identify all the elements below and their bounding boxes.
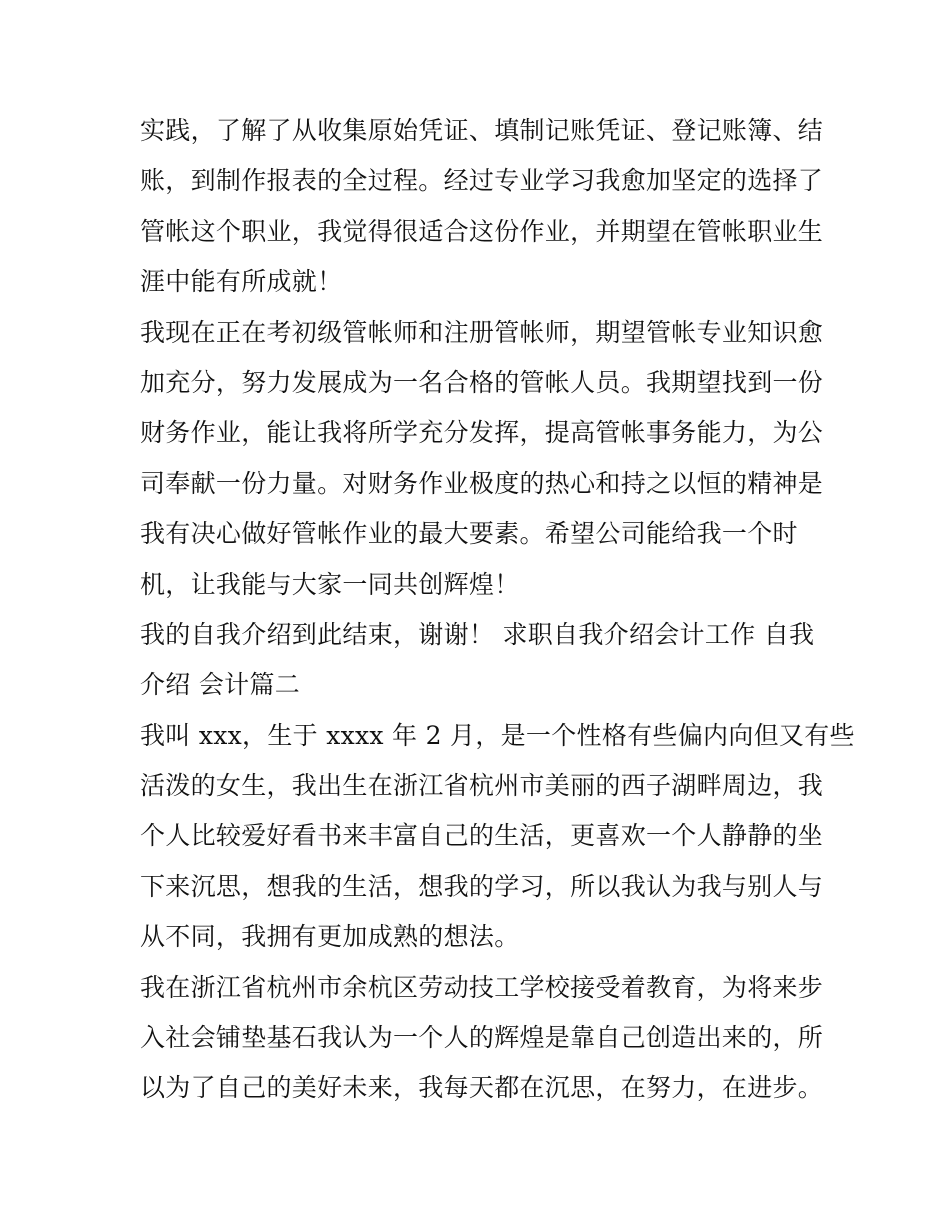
text-line: 我现在正在考初级管帐师和注册管帐师，期望管帐专业知识愈 (140, 317, 824, 347)
text-line: 账，到制作报表的全过程。经过专业学习我愈加坚定的选择了 (140, 166, 824, 196)
text-line: 实践，了解了从收集原始凭证、填制记账凭证、登记账簿、结 (140, 116, 824, 145)
text-line: 介绍 会计篇二 (140, 670, 301, 700)
text-line: 从不同，我拥有更加成熟的想法。 (140, 922, 520, 952)
text-line: 司奉献一份力量。对财务作业极度的热心和持之以恒的精神是 (140, 468, 824, 498)
text-line: 管帐这个职业，我觉得很适合这份作业，并期望在管帐职业生 (140, 216, 824, 246)
body-text (140, 106, 855, 1114)
text-line: 涯中能有所成就！ (140, 267, 343, 297)
text-line: 我在浙江省杭州市余杭区劳动技工学校接受着教育，为将来步 (140, 972, 824, 1002)
text-line: 个人比较爱好看书来丰富自己的生活，更喜欢一个人静静的坐 (140, 821, 824, 851)
text-line: 加充分，努力发展成为一名合格的管帐人员。我期望找到一份 (140, 367, 824, 397)
text-line: 下来沉思，想我的生活，想我的学习，所以我认为我与别人与 (140, 871, 824, 901)
text-line: 活泼的女生，我出生在浙江省杭州市美丽的西子湖畔周边，我 (140, 771, 824, 801)
text-line: 我有决心做好管帐作业的最大要素。希望公司能给我一个时 (140, 519, 798, 549)
text-line: 财务作业，能让我将所学充分发挥，提高管帐事务能力，为公 (140, 418, 824, 448)
text-line: 以为了自己的美好未来，我每天都在沉思，在努力，在进步。 (140, 1073, 824, 1103)
text-line: 机，让我能与大家一同共创辉煌！ (140, 569, 520, 599)
text-line: 我叫 xxx，生于 xxxx 年 2 月，是一个性格有些偏内向但又有些 (140, 720, 855, 750)
text-line: 入社会铺垫基石我认为一个人的辉煌是靠自己创造出来的，所 (140, 1023, 824, 1053)
text-line: 我的自我介绍到此结束，谢谢！ 求职自我介绍会计工作 自我 (140, 619, 815, 649)
